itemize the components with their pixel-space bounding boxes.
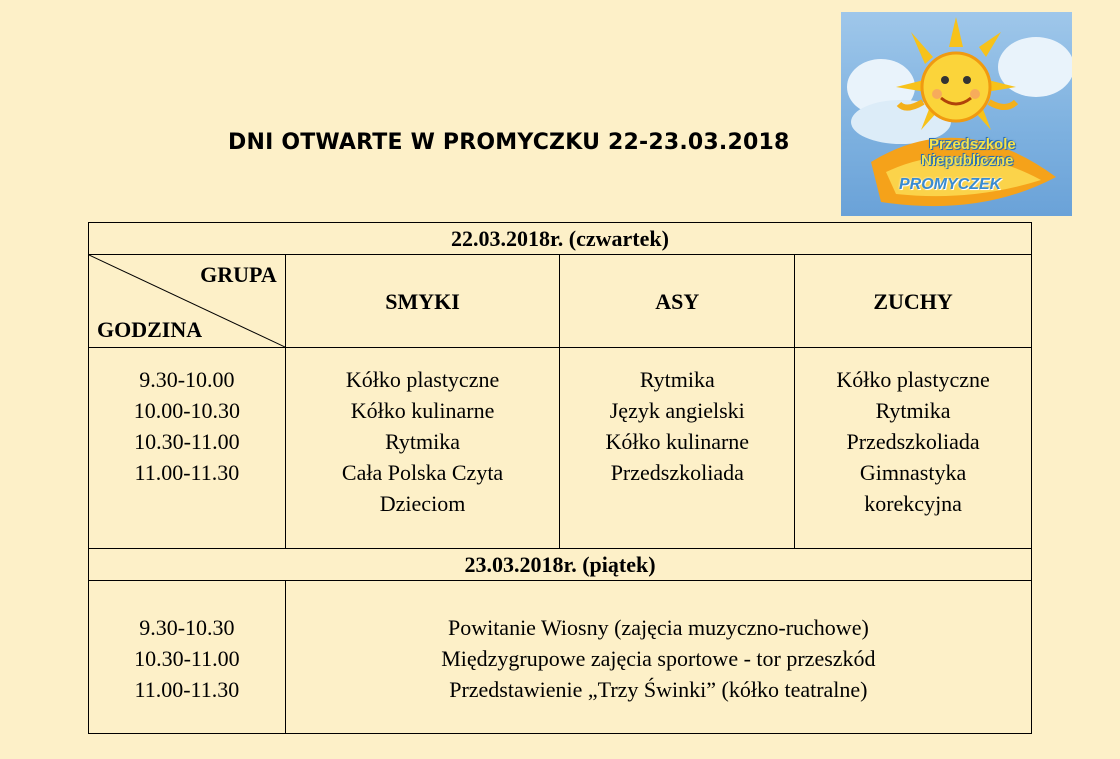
logo-line-1: Przedszkole <box>929 136 1016 153</box>
activity: Rytmika <box>639 367 715 392</box>
promyczek-logo <box>841 12 1072 216</box>
group-smyki: SMYKI <box>285 255 560 348</box>
corner-cell <box>89 255 286 348</box>
time: 11.00-11.30 <box>134 677 240 702</box>
activity: Gimnastyka <box>859 460 967 485</box>
time: 9.30-10.30 <box>139 615 235 640</box>
activity: korekcyjna <box>864 491 962 516</box>
day2-header: 23.03.2018r. (piątek) <box>89 549 1032 581</box>
time: 10.30-11.00 <box>134 646 240 671</box>
activity: Przedszkoliada <box>846 429 980 454</box>
day2-header-row <box>89 549 1032 581</box>
corner-grupa-label: GRUPA <box>200 262 277 287</box>
activity: Kółko plastyczne <box>345 367 500 392</box>
group-zuchy: ZUCHY <box>795 255 1032 348</box>
activity: Kółko kulinarne <box>605 429 750 454</box>
activity: Przedszkoliada <box>610 460 744 485</box>
day1-times <box>89 348 286 549</box>
activity: Dzieciom <box>379 491 466 516</box>
activity: Przedstawienie „Trzy Świnki” (kółko teatralne) <box>449 677 868 702</box>
day2-activities <box>285 581 1031 734</box>
activity: Kółko kulinarne <box>350 398 495 423</box>
activity: Język angielski <box>609 398 745 423</box>
activity: Kółko plastyczne <box>836 367 990 392</box>
logo-line-2: Niepubliczne <box>921 152 1014 169</box>
day1-header-row <box>89 223 1032 255</box>
page-title: DNI OTWARTE W PROMYCZKU 22-23.03.2018 <box>228 130 790 155</box>
asy-activities <box>560 348 795 549</box>
activity: Cała Polska Czyta <box>341 460 504 485</box>
activity: Rytmika <box>385 429 460 454</box>
activity: Rytmika <box>875 398 951 423</box>
activity: Międzygrupowe zajęcia sportowe - tor przeszkód <box>441 646 876 671</box>
time: 9.30-10.00 <box>139 367 235 392</box>
corner-godzina-label: GODZINA <box>97 317 203 342</box>
time: 11.00-11.30 <box>134 460 240 485</box>
zuchy-activities <box>795 348 1032 549</box>
smyki-activities <box>285 348 560 549</box>
group-header-row <box>89 255 1032 348</box>
activity: Powitanie Wiosny (zajęcia muzyczno-ruchowe) <box>447 615 869 640</box>
logo-line-3: PROMYCZEK <box>899 176 1002 193</box>
day2-times <box>89 581 286 734</box>
time: 10.00-10.30 <box>133 398 241 423</box>
day2-activities-row <box>89 581 1032 734</box>
group-asy: ASY <box>560 255 795 348</box>
time: 10.30-11.00 <box>134 429 240 454</box>
day1-activities-row <box>89 348 1032 549</box>
schedule-table <box>88 222 1032 734</box>
day1-header: 22.03.2018r. (czwartek) <box>89 223 1032 255</box>
